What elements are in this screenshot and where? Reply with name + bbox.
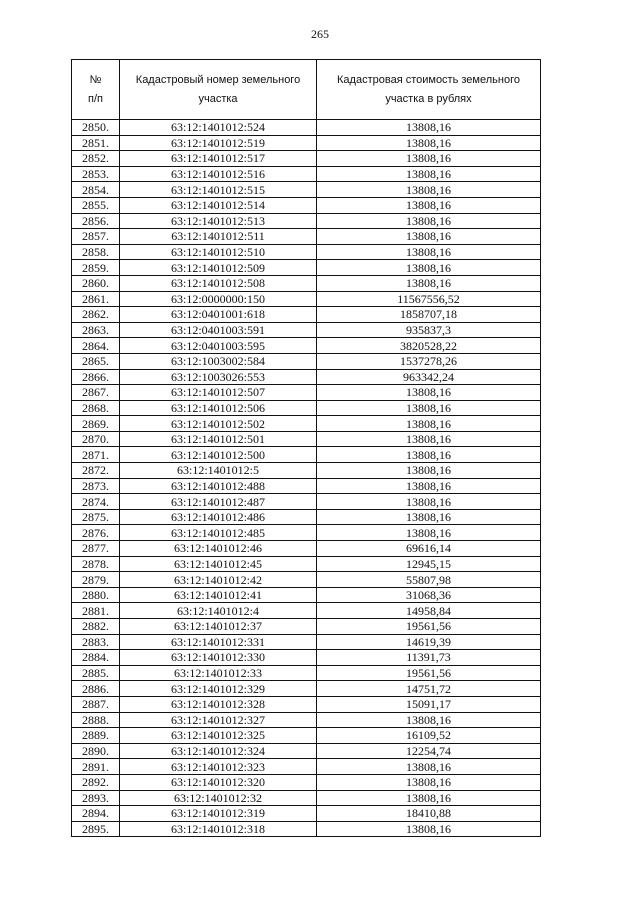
row-number-cell: 2854. <box>72 182 120 198</box>
table-row <box>72 369 541 385</box>
table-row <box>72 806 541 822</box>
cadastral-number-cell: 63:12:1003026:553 <box>120 369 317 385</box>
row-number-cell: 2866. <box>72 369 120 385</box>
row-number-cell: 2876. <box>72 525 120 541</box>
row-number-cell: 2871. <box>72 447 120 463</box>
table-row <box>72 431 541 447</box>
cadastral-value-cell: 14619,39 <box>317 634 541 650</box>
cadastral-value-cell: 13808,16 <box>317 416 541 432</box>
cadastral-number-cell: 63:12:1401012:331 <box>120 634 317 650</box>
row-number-cell: 2879. <box>72 572 120 588</box>
table-row <box>72 478 541 494</box>
table-row <box>72 759 541 775</box>
cadastral-value-cell: 13808,16 <box>317 135 541 151</box>
row-number-cell: 2852. <box>72 151 120 167</box>
row-number-cell: 2861. <box>72 291 120 307</box>
table-row <box>72 338 541 354</box>
table-row <box>72 634 541 650</box>
row-number-cell: 2873. <box>72 478 120 494</box>
row-number-cell: 2856. <box>72 213 120 229</box>
table-row <box>72 525 541 541</box>
row-number-cell: 2851. <box>72 135 120 151</box>
cadastral-value-cell: 11567556,52 <box>317 291 541 307</box>
cadastral-value-cell: 13808,16 <box>317 525 541 541</box>
column-header-cadastral-number-text: Кадастровый номер земельного участка <box>135 73 301 105</box>
cadastral-number-cell: 63:12:0000000:150 <box>120 291 317 307</box>
cadastral-value-cell: 12945,15 <box>317 556 541 572</box>
cadastral-number-cell: 63:12:0401003:595 <box>120 338 317 354</box>
cadastral-value-cell: 11391,73 <box>317 650 541 666</box>
cadastral-number-cell: 63:12:1401012:4 <box>120 603 317 619</box>
table-row <box>72 275 541 291</box>
table-row <box>72 463 541 479</box>
row-number-cell: 2890. <box>72 743 120 759</box>
table-row <box>72 696 541 712</box>
cadastral-number-cell: 63:12:1401012:320 <box>120 774 317 790</box>
cadastral-value-cell: 14751,72 <box>317 681 541 697</box>
row-number-cell: 2894. <box>72 806 120 822</box>
cadastral-value-cell: 19561,56 <box>317 665 541 681</box>
row-number-cell: 2859. <box>72 260 120 276</box>
cadastral-value-cell: 13808,16 <box>317 120 541 136</box>
cadastral-number-cell: 63:12:1401012:502 <box>120 416 317 432</box>
row-number-cell: 2860. <box>72 275 120 291</box>
table-row <box>72 603 541 619</box>
table-row <box>72 291 541 307</box>
table-row <box>72 182 541 198</box>
cadastral-value-cell: 13808,16 <box>317 447 541 463</box>
table-row <box>72 728 541 744</box>
cadastral-value-cell: 963342,24 <box>317 369 541 385</box>
cadastral-value-cell: 16109,52 <box>317 728 541 744</box>
cadastral-number-cell: 63:12:1401012:513 <box>120 213 317 229</box>
cadastral-value-cell: 13808,16 <box>317 509 541 525</box>
cadastral-number-cell: 63:12:1401012:325 <box>120 728 317 744</box>
cadastral-value-cell: 13808,16 <box>317 478 541 494</box>
row-number-cell: 2877. <box>72 541 120 557</box>
table-row <box>72 509 541 525</box>
table-row <box>72 322 541 338</box>
cadastral-number-cell: 63:12:1401012:485 <box>120 525 317 541</box>
table-row <box>72 665 541 681</box>
cadastral-value-cell: 13808,16 <box>317 213 541 229</box>
table-header-row <box>72 60 541 120</box>
row-number-cell: 2872. <box>72 463 120 479</box>
cadastral-value-cell: 13808,16 <box>317 400 541 416</box>
row-number-cell: 2882. <box>72 619 120 635</box>
table-row <box>72 650 541 666</box>
table-row <box>72 587 541 603</box>
cadastral-value-cell: 15091,17 <box>317 696 541 712</box>
table-row <box>72 447 541 463</box>
cadastral-value-cell: 3820528,22 <box>317 338 541 354</box>
cadastral-value-cell: 13808,16 <box>317 260 541 276</box>
row-number-cell: 2857. <box>72 229 120 245</box>
table-row <box>72 416 541 432</box>
row-number-cell: 2885. <box>72 665 120 681</box>
cadastral-number-cell: 63:12:1401012:516 <box>120 166 317 182</box>
table-row <box>72 712 541 728</box>
row-number-cell: 2868. <box>72 400 120 416</box>
row-number-cell: 2869. <box>72 416 120 432</box>
row-number-cell: 2870. <box>72 431 120 447</box>
cadastral-number-cell: 63:12:1401012:500 <box>120 447 317 463</box>
cadastral-value-cell: 13808,16 <box>317 229 541 245</box>
row-number-cell: 2878. <box>72 556 120 572</box>
cadastral-value-cell: 13808,16 <box>317 275 541 291</box>
table-row <box>72 151 541 167</box>
cadastral-number-cell: 63:12:1401012:45 <box>120 556 317 572</box>
cadastral-value-cell: 69616,14 <box>317 541 541 557</box>
table-row <box>72 619 541 635</box>
table-row <box>72 135 541 151</box>
cadastral-number-cell: 63:12:1401012:510 <box>120 244 317 260</box>
cadastral-number-cell: 63:12:1401012:46 <box>120 541 317 557</box>
cadastral-value-cell: 31068,36 <box>317 587 541 603</box>
row-number-cell: 2862. <box>72 307 120 323</box>
column-header-cadastral-value <box>317 60 541 120</box>
cadastral-number-cell: 63:12:1401012:328 <box>120 696 317 712</box>
table-row <box>72 260 541 276</box>
cadastral-value-cell: 13808,16 <box>317 790 541 806</box>
column-header-cadastral-number <box>120 60 317 120</box>
cadastral-number-cell: 63:12:1401012:501 <box>120 431 317 447</box>
cadastral-value-cell: 12254,74 <box>317 743 541 759</box>
cadastral-number-cell: 63:12:1401012:508 <box>120 275 317 291</box>
row-number-cell: 2883. <box>72 634 120 650</box>
row-number-cell: 2891. <box>72 759 120 775</box>
row-number-cell: 2855. <box>72 197 120 213</box>
row-number-cell: 2864. <box>72 338 120 354</box>
table-row <box>72 307 541 323</box>
table-row <box>72 353 541 369</box>
table-body <box>72 120 541 837</box>
cadastral-number-cell: 63:12:1401012:517 <box>120 151 317 167</box>
row-number-cell: 2889. <box>72 728 120 744</box>
table-row <box>72 743 541 759</box>
cadastral-number-cell: 63:12:1401012:323 <box>120 759 317 775</box>
table-row <box>72 166 541 182</box>
table-row <box>72 213 541 229</box>
cadastral-value-cell: 13808,16 <box>317 712 541 728</box>
row-number-cell: 2895. <box>72 821 120 837</box>
column-header-number <box>72 60 120 120</box>
cadastral-value-cell: 14958,84 <box>317 603 541 619</box>
cadastral-number-cell: 63:12:1401012:324 <box>120 743 317 759</box>
cadastral-value-cell: 13808,16 <box>317 385 541 401</box>
cadastral-value-cell: 13808,16 <box>317 821 541 837</box>
table-row <box>72 541 541 557</box>
cadastral-value-cell: 13808,16 <box>317 774 541 790</box>
cadastral-value-cell: 1858707,18 <box>317 307 541 323</box>
row-number-cell: 2853. <box>72 166 120 182</box>
cadastral-number-cell: 63:12:1401012:509 <box>120 260 317 276</box>
column-header-number-text: № п/п <box>88 73 103 105</box>
cadastral-number-cell: 63:12:1401012:488 <box>120 478 317 494</box>
cadastral-number-cell: 63:12:1401012:33 <box>120 665 317 681</box>
row-number-cell: 2886. <box>72 681 120 697</box>
cadastral-number-cell: 63:12:1401012:515 <box>120 182 317 198</box>
cadastral-number-cell: 63:12:1401012:330 <box>120 650 317 666</box>
row-number-cell: 2888. <box>72 712 120 728</box>
cadastral-value-cell: 13808,16 <box>317 463 541 479</box>
row-number-cell: 2850. <box>72 120 120 136</box>
row-number-cell: 2887. <box>72 696 120 712</box>
table-row <box>72 244 541 260</box>
table-row <box>72 556 541 572</box>
table-row <box>72 120 541 136</box>
cadastral-value-cell: 19561,56 <box>317 619 541 635</box>
table-row <box>72 774 541 790</box>
cadastral-value-cell: 13808,16 <box>317 494 541 510</box>
row-number-cell: 2893. <box>72 790 120 806</box>
table-row <box>72 385 541 401</box>
cadastral-number-cell: 63:12:1401012:514 <box>120 197 317 213</box>
cadastral-value-cell: 55807,98 <box>317 572 541 588</box>
row-number-cell: 2880. <box>72 587 120 603</box>
cadastral-number-cell: 63:12:1401012:37 <box>120 619 317 635</box>
cadastral-number-cell: 63:12:1401012:486 <box>120 509 317 525</box>
cadastral-value-cell: 13808,16 <box>317 166 541 182</box>
cadastral-number-cell: 63:12:1401012:41 <box>120 587 317 603</box>
cadastral-value-cell: 13808,16 <box>317 182 541 198</box>
cadastral-number-cell: 63:12:1401012:42 <box>120 572 317 588</box>
table-row <box>72 681 541 697</box>
column-header-cadastral-value-text: Кадастровая стоимость земельного участка в рублях <box>337 73 520 105</box>
table-row <box>72 229 541 245</box>
row-number-cell: 2858. <box>72 244 120 260</box>
row-number-cell: 2892. <box>72 774 120 790</box>
cadastral-value-cell: 1537278,26 <box>317 353 541 369</box>
cadastral-number-cell: 63:12:1401012:319 <box>120 806 317 822</box>
cadastral-number-cell: 63:12:1401012:5 <box>120 463 317 479</box>
cadastral-number-cell: 63:12:1401012:487 <box>120 494 317 510</box>
row-number-cell: 2884. <box>72 650 120 666</box>
cadastral-value-cell: 13808,16 <box>317 151 541 167</box>
row-number-cell: 2881. <box>72 603 120 619</box>
cadastral-value-cell: 935837,3 <box>317 322 541 338</box>
cadastral-value-cell: 13808,16 <box>317 197 541 213</box>
table-row <box>72 572 541 588</box>
cadastral-value-table <box>71 59 541 837</box>
cadastral-value-cell: 13808,16 <box>317 431 541 447</box>
cadastral-number-cell: 63:12:1401012:511 <box>120 229 317 245</box>
row-number-cell: 2867. <box>72 385 120 401</box>
cadastral-number-cell: 63:12:1401012:519 <box>120 135 317 151</box>
row-number-cell: 2865. <box>72 353 120 369</box>
cadastral-number-cell: 63:12:1401012:318 <box>120 821 317 837</box>
row-number-cell: 2875. <box>72 509 120 525</box>
cadastral-number-cell: 63:12:1003002:584 <box>120 353 317 369</box>
table-row <box>72 790 541 806</box>
cadastral-value-cell: 18410,88 <box>317 806 541 822</box>
page-number: 265 <box>311 27 329 41</box>
row-number-cell: 2863. <box>72 322 120 338</box>
cadastral-number-cell: 63:12:0401003:591 <box>120 322 317 338</box>
cadastral-number-cell: 63:12:1401012:524 <box>120 120 317 136</box>
cadastral-number-cell: 63:12:1401012:32 <box>120 790 317 806</box>
cadastral-number-cell: 63:12:1401012:507 <box>120 385 317 401</box>
table-row <box>72 400 541 416</box>
table-row <box>72 197 541 213</box>
cadastral-number-cell: 63:12:1401012:327 <box>120 712 317 728</box>
cadastral-value-cell: 13808,16 <box>317 244 541 260</box>
table-row <box>72 821 541 837</box>
cadastral-value-cell: 13808,16 <box>317 759 541 775</box>
cadastral-number-cell: 63:12:0401001:618 <box>120 307 317 323</box>
cadastral-number-cell: 63:12:1401012:506 <box>120 400 317 416</box>
row-number-cell: 2874. <box>72 494 120 510</box>
table-row <box>72 494 541 510</box>
cadastral-number-cell: 63:12:1401012:329 <box>120 681 317 697</box>
